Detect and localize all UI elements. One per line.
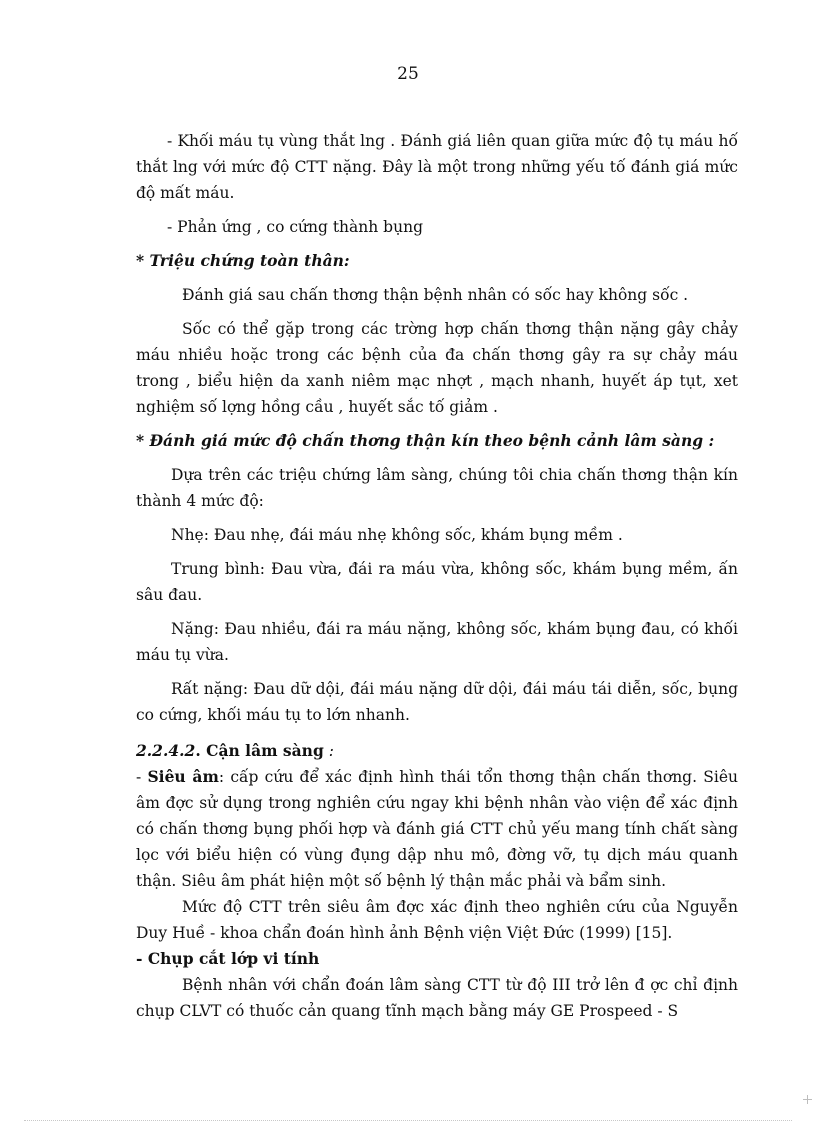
heading-paraclinical xyxy=(136,738,738,764)
paragraph-perirenal-hematoma: - Khối máu tụ vùng thắt lng . Đánh giá liên quan giữa mức độ tụ máu hố thắt lng với mức độ CTT nặng. Đây là một trong những yếu tố đánh giá mức độ mất máu. xyxy=(136,132,738,202)
paragraph-ultrasound xyxy=(136,764,738,894)
paragraph-shock-description: Sốc có thể gặp trong các trờng hợp chấn thơng thận nặng gây chảy máu nhiều hoặc trong các bệnh của đa chấn thơng gây ra sự chảy máu trong , biểu hiện da xanh niêm mạc nhợt , mạch nhanh, huyết áp tụt, xet nghiệm số lợng hồng cầu , huyết sắc tố giảm . xyxy=(136,320,738,416)
paragraph-abdominal-rigidity: - Phản ứng , co cứng thành bụng xyxy=(167,218,423,236)
paragraph-severity-intro: Dựa trên các triệu chứng lâm sàng, chúng tôi chia chấn thơng thận kín thành 4 mức độ: xyxy=(136,466,738,510)
ultrasound-text: : cấp cứu để xác định hình thái tổn thơng thận chấn thơng. Siêu âm đợc sử dụng trong nghiên cứu ngay khi bệnh nhân vào viện để xác định có chấn thơng bụng phối hợp và đánh giá CTT chủ yếu mang tính chất sàng lọc với biểu hiện có vùng đụng dập nhu mô, đờng vỡ, tụ dịch máu quanh thận. Siêu âm phát hiện một số bệnh lý thận mắc phải và bẩm sinh. xyxy=(136,768,738,890)
paragraph-ultrasound-reference: Mức độ CTT trên siêu âm đợc xác định theo nghiên cứu của Nguyễn Duy Huề - khoa chẩn đoán hình ảnh Bệnh viện Việt Đức (1999) [15]. xyxy=(136,898,738,942)
paragraph-severity-severe: Nặng: Đau nhiều, đái ra máu nặng, không sốc, khám bụng đau, có khối máu tụ vừa. xyxy=(136,620,738,664)
document-body xyxy=(136,128,738,1024)
heading-severity-assessment: * Đánh giá mức độ chấn thơng thận kín theo bệnh cảnh lâm sàng : xyxy=(136,431,715,450)
page-bottom-border xyxy=(24,1120,792,1121)
heading-ct-scan: - Chụp cắt lớp vi tính xyxy=(136,949,320,968)
heading-systemic-symptoms: * Triệu chứng toàn thân: xyxy=(136,251,350,270)
ultrasound-label: Siêu âm xyxy=(147,767,219,786)
section-title: . Cận lâm sàng xyxy=(195,741,324,760)
page-number: 25 xyxy=(397,64,419,84)
ultrasound-lead: - xyxy=(136,768,148,786)
paragraph-severity-moderate: Trung bình: Đau vừa, đái ra máu vừa, không sốc, khám bụng mềm, ấn sâu đau. xyxy=(136,560,738,604)
section-number: 2.2.4.2 xyxy=(136,741,196,760)
paragraph-shock-assessment: Đánh giá sau chấn thơng thận bệnh nhân có sốc hay không sốc . xyxy=(182,286,689,304)
paragraph-ct-indication: Bệnh nhân với chẩn đoán lâm sàng CTT từ độ III trở lên đ ợc chỉ định chụp CLVT có thuốc cản quang tĩnh mạch bằng máy GE Prospeed - S xyxy=(136,976,738,1020)
paragraph-severity-very-severe: Rất nặng: Đau dữ dội, đái máu nặng dữ dội, đái máu tái diễn, sốc, bụng co cứng, khối máu tụ to lớn nhanh. xyxy=(136,680,738,724)
paragraph-severity-mild: Nhẹ: Đau nhẹ, đái máu nhẹ không sốc, khám bụng mềm . xyxy=(171,526,623,544)
page-corner-mark xyxy=(803,1095,812,1104)
section-colon: : xyxy=(323,742,334,760)
